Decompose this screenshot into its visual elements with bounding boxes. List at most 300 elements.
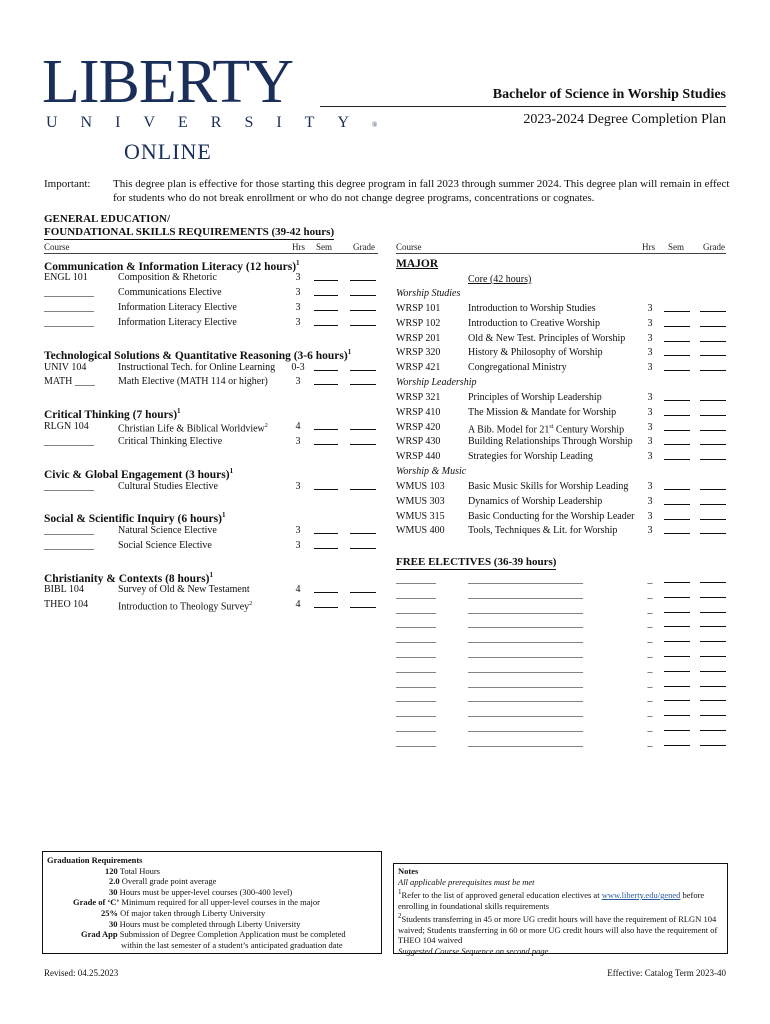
major-course-row: [396, 406, 726, 419]
grade-field[interactable]: [350, 286, 376, 296]
semester-field[interactable]: [664, 302, 690, 312]
col-grade-right: Grade: [703, 242, 725, 252]
grad-req-row: [47, 887, 377, 898]
semester-field[interactable]: [314, 480, 338, 490]
major-course-row: [396, 435, 726, 448]
course-title: [118, 361, 275, 374]
course-title: [468, 332, 625, 345]
course-hours: 3: [647, 392, 653, 403]
course-title-text: Tools, Techniques & Lit. for Worship: [468, 525, 618, 537]
grad-req-row: [47, 866, 377, 877]
section-sup-social: 1: [221, 511, 226, 519]
course-hours: 0-3: [291, 362, 305, 373]
elective-hours-blank[interactable]: _: [647, 736, 653, 748]
course-hours: 3: [647, 347, 653, 359]
elective-code-blank[interactable]: ________: [396, 648, 436, 659]
elective-title-blank[interactable]: _______________________: [468, 603, 583, 615]
course-row: [44, 286, 378, 299]
elective-title-blank[interactable]: _______________________: [468, 633, 583, 645]
grad-req-key: 2.0: [109, 876, 120, 887]
plan-subtitle: 2023-2024 Degree Completion Plan: [523, 112, 726, 127]
elective-code-blank[interactable]: ________: [396, 574, 436, 585]
elective-hours-blank[interactable]: _: [647, 662, 653, 674]
semester-field[interactable]: [664, 524, 690, 534]
semester-field[interactable]: [664, 662, 690, 672]
graduation-requirements-box: [42, 851, 382, 954]
course-hours: 4: [295, 599, 301, 610]
semester-field[interactable]: [314, 583, 338, 593]
elective-hours-blank[interactable]: _: [647, 633, 653, 645]
course-code: WRSP 410: [396, 406, 441, 418]
elective-code-blank[interactable]: ________: [396, 618, 436, 630]
course-code: __________: [44, 287, 94, 298]
elective-title-blank[interactable]: _______________________: [468, 692, 583, 704]
course-code: ENGL 101: [44, 272, 88, 283]
col-sem-left: Sem: [316, 242, 333, 252]
semester-field[interactable]: [664, 617, 690, 627]
course-title-text: Basic Conducting for the Worship Leader: [468, 510, 635, 522]
semester-field[interactable]: [664, 736, 690, 746]
semester-field[interactable]: [664, 647, 690, 657]
semester-field[interactable]: [664, 406, 690, 416]
course-title: [468, 495, 602, 508]
gen-ed-heading: [44, 213, 334, 240]
course-row: [44, 539, 378, 552]
divider-left: [44, 253, 378, 254]
section-title-civic: Civic & Global Engagement (3 hours): [44, 468, 230, 481]
grade-field[interactable]: [700, 510, 726, 520]
major-course-row: [396, 510, 726, 523]
course-hours: 3: [647, 481, 653, 492]
elective-hours-blank[interactable]: _: [647, 722, 653, 733]
grade-field[interactable]: [350, 524, 376, 534]
grade-field[interactable]: [700, 662, 726, 672]
course-hours: 3: [295, 376, 301, 387]
course-title: [468, 435, 633, 448]
course-row: [44, 271, 378, 284]
free-electives-heading: FREE ELECTIVES (36-39 hours): [396, 556, 557, 568]
grad-req-text: Overall grade point average: [119, 876, 217, 887]
revised-date: Revised: 04.25.2023: [44, 968, 119, 978]
grade-field[interactable]: [700, 736, 726, 746]
course-code: WMUS 400: [396, 525, 445, 537]
elective-title-blank[interactable]: _______________________: [468, 707, 583, 719]
course-title: [118, 271, 217, 284]
grade-field[interactable]: [700, 495, 726, 505]
grade-field[interactable]: [700, 691, 726, 701]
course-code: WRSP 420: [396, 421, 441, 433]
major-course-row: [396, 302, 726, 315]
course-title: [468, 406, 616, 419]
semester-field[interactable]: [314, 316, 338, 326]
elective-code-blank[interactable]: ________: [396, 707, 436, 719]
course-title-text: Old & New Test. Principles of Worship: [468, 332, 626, 344]
semester-field[interactable]: [314, 375, 338, 385]
semester-field[interactable]: [664, 510, 690, 520]
course-code: __________: [44, 302, 94, 313]
course-row: [44, 361, 378, 374]
course-title-text: Communications Elective: [118, 287, 222, 298]
major-heading: MAJOR: [396, 258, 439, 270]
course-hours: 3: [295, 525, 301, 536]
elective-title-blank[interactable]: _______________________: [468, 722, 583, 733]
course-hours: 3: [647, 362, 653, 374]
free-elective-row: [396, 588, 726, 601]
course-hours: 3: [647, 332, 653, 344]
course-title-text: Introduction to Worship Studies: [468, 303, 596, 314]
course-title-text: Congregational Ministry: [468, 362, 567, 374]
course-row: [44, 301, 378, 314]
course-code: __________: [44, 481, 94, 492]
course-code: __________: [44, 540, 94, 551]
grad-req-key: Grad App: [81, 929, 118, 940]
grade-field[interactable]: [350, 301, 376, 311]
course-hours: 3: [647, 495, 653, 507]
course-title: [118, 598, 252, 613]
course-title: [468, 510, 634, 523]
grade-field[interactable]: [700, 406, 726, 416]
free-elective-row: [396, 647, 726, 660]
grad-req-key: Grade of ‘C’: [73, 897, 120, 908]
elective-hours-blank[interactable]: _: [647, 588, 653, 600]
elective-code-blank[interactable]: ________: [396, 722, 436, 733]
semester-field[interactable]: [664, 677, 690, 687]
elective-hours-blank[interactable]: _: [647, 707, 653, 719]
grad-req-text: Minimum required for all upper-level courses in the major: [119, 897, 320, 908]
course-title: [468, 302, 596, 315]
grade-field[interactable]: [700, 588, 726, 598]
course-code: WMUS 303: [396, 495, 445, 507]
free-elective-row: [396, 706, 726, 719]
elective-hours-blank[interactable]: _: [647, 677, 653, 689]
course-row: [44, 480, 378, 493]
note-2-sup: 2: [398, 912, 402, 921]
course-code: THEO 104: [44, 599, 89, 610]
grade-field[interactable]: [700, 721, 726, 731]
col-sem-right: Sem: [668, 242, 685, 252]
section-sup-tech: 1: [347, 348, 352, 356]
col-hrs-right: Hrs: [642, 242, 655, 252]
grade-field[interactable]: [350, 361, 376, 371]
course-title-sup: st: [549, 423, 554, 430]
course-title-sup: 2: [249, 601, 253, 607]
elective-title-blank[interactable]: _______________________: [468, 677, 583, 689]
grade-field[interactable]: [700, 647, 726, 657]
grad-req-text: within the last semester of a student’s anticipated graduation date: [121, 939, 343, 950]
free-elective-row: [396, 691, 726, 704]
effective-term: Effective: Catalog Term 2023-40: [607, 968, 726, 978]
elective-title-blank[interactable]: _______________________: [468, 662, 583, 674]
course-title: [118, 286, 222, 299]
course-title-text: Survey of Old & New Testament: [118, 584, 250, 595]
course-title: [468, 524, 617, 537]
course-title-text: The Mission & Mandate for Worship: [468, 406, 617, 418]
section-sup-comm: 1: [296, 259, 300, 267]
elective-title-blank[interactable]: _______________________: [468, 618, 583, 630]
note-1-sup: 1: [398, 888, 402, 897]
core-text: Core (42 hours): [468, 274, 532, 285]
col-hrs-left: Hrs: [292, 242, 305, 252]
grade-field[interactable]: [350, 539, 376, 549]
grade-field[interactable]: [700, 421, 726, 431]
grade-field[interactable]: [700, 524, 726, 534]
course-title-text: Basic Music Skills for Worship Leading: [468, 481, 629, 492]
course-code: WMUS 315: [396, 510, 445, 522]
grad-req-row: [47, 940, 377, 951]
logo-wordmark: LIBERTY: [42, 48, 294, 116]
course-title-text: Information Literacy Elective: [118, 302, 237, 313]
divider-right: [396, 253, 726, 254]
course-hours: 4: [295, 421, 301, 432]
section-title-tech: Technological Solutions & Quantitative Reasoning (3-6 hours): [44, 349, 348, 362]
grade-field[interactable]: [700, 435, 726, 445]
elective-title-blank[interactable]: _______________________: [468, 736, 583, 748]
course-title: [468, 450, 593, 463]
course-title-text: Natural Science Elective: [118, 525, 217, 536]
course-row: [44, 435, 378, 448]
course-hours: 3: [295, 540, 301, 551]
grad-req-text: Hours must be completed through Liberty University: [117, 918, 301, 929]
elective-title-blank[interactable]: _______________________: [468, 648, 583, 659]
semester-field[interactable]: [314, 420, 338, 430]
major-course-row: [396, 346, 726, 359]
semester-field[interactable]: [314, 539, 338, 549]
grade-field[interactable]: [700, 332, 726, 342]
elective-hours-blank[interactable]: _: [647, 692, 653, 704]
grad-req-row: [47, 929, 377, 940]
semester-field[interactable]: [664, 706, 690, 716]
course-row: [44, 316, 378, 329]
course-title-text: A Bib. Model for 21: [468, 423, 550, 435]
course-hours: 3: [647, 436, 653, 448]
free-elective-row: [396, 573, 726, 586]
semester-field[interactable]: [314, 301, 338, 311]
section-title-comm: Communication & Information Literacy (12 hours): [44, 260, 297, 273]
semester-field[interactable]: [664, 495, 690, 505]
grade-field[interactable]: [700, 677, 726, 687]
course-title-text: Introduction to Creative Worship: [468, 317, 601, 329]
grade-field[interactable]: [350, 316, 376, 326]
elective-code-blank[interactable]: ________: [396, 736, 436, 748]
course-title: [118, 420, 268, 435]
elective-title-blank[interactable]: _______________________: [468, 588, 583, 600]
grad-req-key: 30: [109, 886, 118, 897]
section-title-crit: Critical Thinking (7 hours): [44, 408, 178, 421]
grade-field[interactable]: [350, 420, 376, 430]
semester-field[interactable]: [314, 435, 338, 445]
semester-field[interactable]: [314, 598, 338, 608]
elective-hours-blank[interactable]: _: [647, 574, 653, 585]
course-code: WRSP 101: [396, 303, 441, 314]
course-title-text: Social Science Elective: [118, 540, 212, 551]
grad-req-text: Hours must be upper-level courses (300-400 level): [117, 886, 293, 897]
course-hours: 4: [295, 584, 301, 595]
elective-hours-blank[interactable]: _: [647, 618, 653, 630]
semester-field[interactable]: [664, 721, 690, 731]
course-title-text: Strategies for Worship Leading: [468, 451, 593, 463]
elective-code-blank[interactable]: ________: [396, 603, 436, 615]
course-title: [118, 435, 222, 448]
course-code: UNIV 104: [44, 362, 87, 373]
grade-field[interactable]: [350, 583, 376, 593]
notes-sequence: Suggested Course Sequence on second page: [398, 945, 549, 956]
course-title: [118, 539, 212, 552]
grade-field[interactable]: [700, 361, 726, 371]
elective-code-blank[interactable]: ________: [396, 662, 436, 674]
worship-leadership-label: Worship Leadership: [396, 377, 477, 388]
course-title: [468, 480, 628, 493]
semester-field[interactable]: [314, 524, 338, 534]
major-course-row: [396, 361, 726, 374]
free-elective-row: [396, 736, 726, 749]
grade-field[interactable]: [700, 706, 726, 716]
note-2-text: Students transferring in 45 or more UG credit hours will have the requirement of RLGN 104 waived; Students transferring in 60 or more UG credit hours will also have the requirement of THEO 104 waived: [398, 914, 718, 946]
course-title-text: Composition & Rhetoric: [118, 272, 217, 283]
grad-req-text: Of major taken through Liberty University: [118, 907, 266, 918]
col-course-right: Course: [396, 242, 422, 252]
grade-field[interactable]: [700, 480, 726, 490]
course-hours: 3: [295, 436, 301, 447]
elective-code-blank[interactable]: ________: [396, 677, 436, 689]
course-title: [468, 421, 624, 436]
grade-field[interactable]: [700, 346, 726, 356]
elective-title-blank[interactable]: _______________________: [468, 574, 583, 585]
semester-field[interactable]: [664, 588, 690, 598]
course-code: WRSP 440: [396, 451, 441, 463]
grade-field[interactable]: [350, 598, 376, 608]
major-course-row: [396, 421, 726, 434]
course-row: [44, 420, 378, 433]
major-course-row: [396, 495, 726, 508]
notes-prereq: All applicable prerequisites must be met: [398, 876, 535, 887]
course-code: BIBL 104: [44, 584, 84, 595]
course-code: RLGN 104: [44, 421, 89, 432]
semester-field[interactable]: [664, 332, 690, 342]
course-title-text: Math Elective (MATH 114 or higher): [118, 376, 268, 387]
course-title: [468, 346, 603, 359]
gen-ed-line1: GENERAL EDUCATION/: [44, 213, 171, 225]
note-2: [398, 911, 723, 946]
course-hours: 3: [295, 302, 301, 313]
logo-online: ONLINE: [124, 139, 212, 164]
semester-field[interactable]: [664, 361, 690, 371]
course-title-text: Critical Thinking Elective: [118, 436, 223, 447]
section-sup-christ: 1: [209, 571, 213, 579]
grade-field[interactable]: [350, 480, 376, 490]
course-hours: 3: [647, 510, 653, 522]
elective-hours-blank[interactable]: _: [647, 648, 653, 659]
grade-field[interactable]: [700, 391, 726, 401]
semester-field[interactable]: [314, 271, 338, 281]
semester-field[interactable]: [664, 691, 690, 701]
course-title-text: Dynamics of Worship Leadership: [468, 495, 603, 507]
semester-field[interactable]: [664, 632, 690, 642]
semester-field[interactable]: [664, 346, 690, 356]
course-row: [44, 524, 378, 537]
semester-field[interactable]: [314, 361, 338, 371]
semester-field[interactable]: [664, 317, 690, 327]
grade-field[interactable]: [700, 302, 726, 312]
course-hours: 3: [647, 303, 653, 314]
major-course-row: [396, 317, 726, 330]
gened-link[interactable]: www.liberty.edu/gened: [601, 890, 681, 901]
course-title: [468, 317, 600, 330]
semester-field[interactable]: [664, 603, 690, 613]
grad-req-title: Graduation Requirements: [47, 855, 143, 865]
section-sup-civic: 1: [229, 467, 234, 475]
grade-field[interactable]: [700, 632, 726, 642]
logo-university: UNIVERSITY®: [46, 114, 378, 131]
major-course-row: [396, 332, 726, 345]
grade-field[interactable]: [700, 317, 726, 327]
semester-field[interactable]: [314, 286, 338, 296]
free-elective-row: [396, 603, 726, 616]
course-title-sup: 2: [264, 423, 268, 429]
course-code: WRSP 320: [396, 347, 441, 359]
course-title: [468, 361, 567, 374]
grade-field[interactable]: [700, 573, 726, 583]
semester-field[interactable]: [664, 421, 690, 431]
semester-field[interactable]: [664, 435, 690, 445]
degree-title: Bachelor of Science in Worship Studies: [320, 86, 726, 107]
grad-req-rows: [47, 866, 377, 951]
title-block: [320, 86, 726, 129]
note-1: [398, 887, 723, 911]
free-elective-row: [396, 617, 726, 630]
course-title-text: Instructional Tech. for Online Learning: [118, 362, 276, 373]
free-elective-row: [396, 662, 726, 675]
elective-code-blank[interactable]: ________: [396, 633, 436, 645]
grade-field[interactable]: [350, 435, 376, 445]
note-1-text-a: Refer to the list of approved general education electives at: [401, 890, 602, 901]
elective-code-blank[interactable]: ________: [396, 692, 436, 704]
elective-code-blank[interactable]: ________: [396, 588, 436, 600]
grade-field[interactable]: [700, 617, 726, 627]
course-hours: 3: [647, 421, 653, 433]
course-code: WRSP 321: [396, 392, 441, 403]
col-course-left: Course: [44, 242, 70, 252]
course-title-text: Building Relationships Through Worship: [468, 436, 633, 448]
elective-hours-blank[interactable]: _: [647, 603, 653, 615]
semester-field[interactable]: [664, 391, 690, 401]
major-course-row: [396, 450, 726, 463]
grad-req-row: [47, 876, 377, 887]
free-elective-row: [396, 721, 726, 734]
grade-field[interactable]: [700, 603, 726, 613]
course-hours: 3: [295, 317, 301, 328]
free-elective-row: [396, 632, 726, 645]
grad-req-key: 30: [109, 918, 118, 929]
grade-field[interactable]: [350, 271, 376, 281]
grade-field[interactable]: [350, 375, 376, 385]
course-title: [118, 583, 250, 596]
major-course-row: [396, 480, 726, 493]
course-code: WRSP 102: [396, 317, 441, 329]
grade-field[interactable]: [700, 450, 726, 460]
semester-field[interactable]: [664, 573, 690, 583]
course-title-text: Information Literacy Elective: [118, 317, 237, 328]
course-code: __________: [44, 436, 94, 447]
course-title: [118, 480, 218, 493]
course-code: __________: [44, 317, 94, 328]
important-note: [44, 177, 734, 205]
course-code: WRSP 201: [396, 332, 441, 344]
worship-music-label: Worship & Music: [396, 466, 467, 477]
semester-field[interactable]: [664, 450, 690, 460]
semester-field[interactable]: [664, 480, 690, 490]
notes-title: Notes: [398, 866, 419, 876]
course-hours: 3: [647, 406, 653, 418]
